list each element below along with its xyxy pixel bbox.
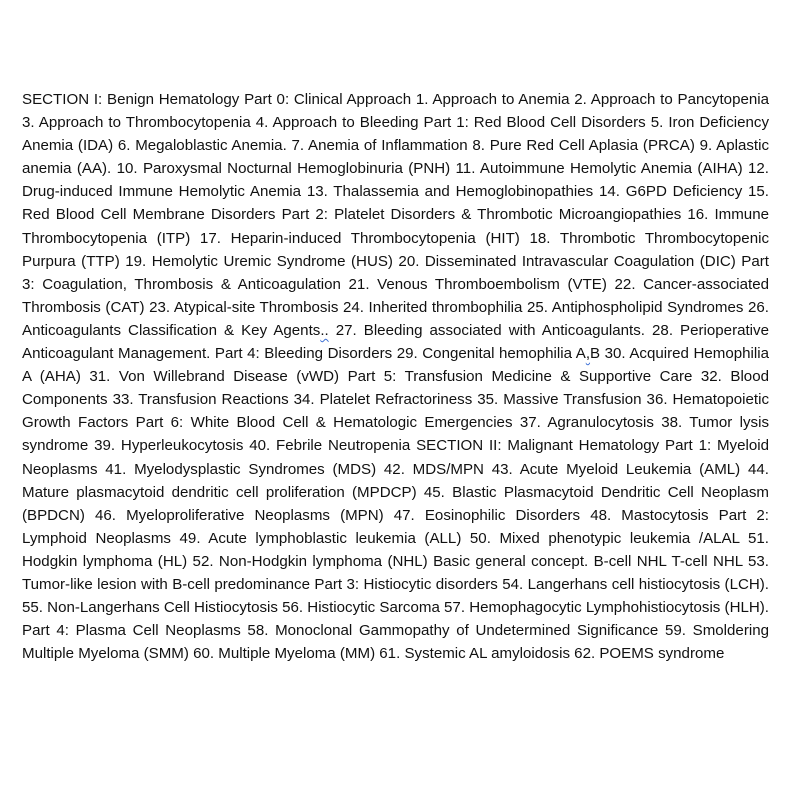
document-page [22,88,769,665]
table-of-contents-paragraph [22,88,769,665]
text-run: 27. Bleeding associated with Anticoagulants. 28. Perioperative Anticoagulant Management. Part 4: Bleeding Disorders 29. Congenital hemophilia A [22,321,769,363]
text-run: B 30. Acquired Hemophilia A (AHA) 31. Von Willebrand Disease (vWD) Part 5: Transfusion Medicine & Supportive Care 32. Blood Components 33. Transfusion Reactions 34. Platelet Refractoriness 35. Massive Transfusion 36. Hematopoietic Growth Factors Part 6: White Blood Cell & Hematologic Emergencies 37. Agranulocytosis 38. Tumor lysis syndrome 39. Hyperleukocytosis 40. Febrile Neutropenia SECTION II: Malignant Hematology Part 1: Myeloid Neoplasms 41. Myelodysplastic Syndromes (MDS) 42. MDS/MPN 43. Acute Myeloid Leukemia (AML) 44. Mature plasmacytoid dendritic cell proliferation (MPDCP) 45. Blastic Plasmacytoid Dendritic Cell Neoplasm (BPDCN) 46. Myeloproliferative Neoplasms (MPN) 47. Eosinophilic Disorders 48. Mastocytosis Part 2: Lymphoid Neoplasms 49. Acute lymphoblastic leukemia (ALL) 50. Mixed phenotypic leukemia /ALAL 51. Hodgkin lymphoma (HL) 52. Non-Hodgkin lymphoma (NHL) Basic general concept. B-cell NHL T-cell NHL 53. Tumor-like lesion with B-cell predominance Part 3: Histiocytic disorders 54. Langerhans cell histiocytosis (LCH). 55. Non-Langerhans Cell Histiocytosis 56. Histiocytic Sarcoma 57. Hemophagocytic Lymphohistiocytosis (HLH). Part 4: Plasma Cell Neoplasms 58. Monoclonal Gammopathy of Undetermined Significance 59. Smoldering Multiple Myeloma (SMM) 60. Multiple Myeloma (MM) 61. Systemic AL amyloidosis 62. POEMS syndrome [22,345,769,663]
spellcheck-marked-text: .. [320,321,329,339]
spellcheck-marked-text: , [585,345,591,363]
text-run: SECTION I: Benign Hematology Part 0: Clinical Approach 1. Approach to Anemia 2. Approach to Pancytopenia 3. Approach to Thrombocytopenia 4. Approach to Bleeding Part 1: Red Blood Cell Disorders 5. Iron Deficiency Anemia (IDA) 6. Megaloblastic Anemia. 7. Anemia of Inflammation 8. Pure Red Cell Aplasia (PRCA) 9. Aplastic anemia (AA). 10. Paroxysmal Nocturnal Hemoglobinuria (PNH) 11. Autoimmune Hemolytic Anemia (AIHA) 12. Drug-induced Immune Hemolytic Anemia 13. Thalassemia and Hemoglobinopathies 14. G6PD Deficiency 15. Red Blood Cell Membrane Disorders Part 2: Platelet Disorders & Thrombotic Microangiopathies 16. Immune Thrombocytopenia (ITP) 17. Heparin-induced Thrombocytopenia (HIT) 18. Thrombotic Thrombocytopenic Purpura (TTP) 19. Hemolytic Uremic Syndrome (HUS) 20. Disseminated Intravascular Coagulation (DIC) Part 3: Coagulation, Thrombosis & Anticoagulation 21. Venous Thromboembolism (VTE) 22. Cancer-associated Thrombosis (CAT) 23. Atypical-site Thrombosis 24. Inherited thrombophilia 25. Antiphospholipid Syndromes 26. Anticoagulants Classification & Key Agents [22,91,769,339]
